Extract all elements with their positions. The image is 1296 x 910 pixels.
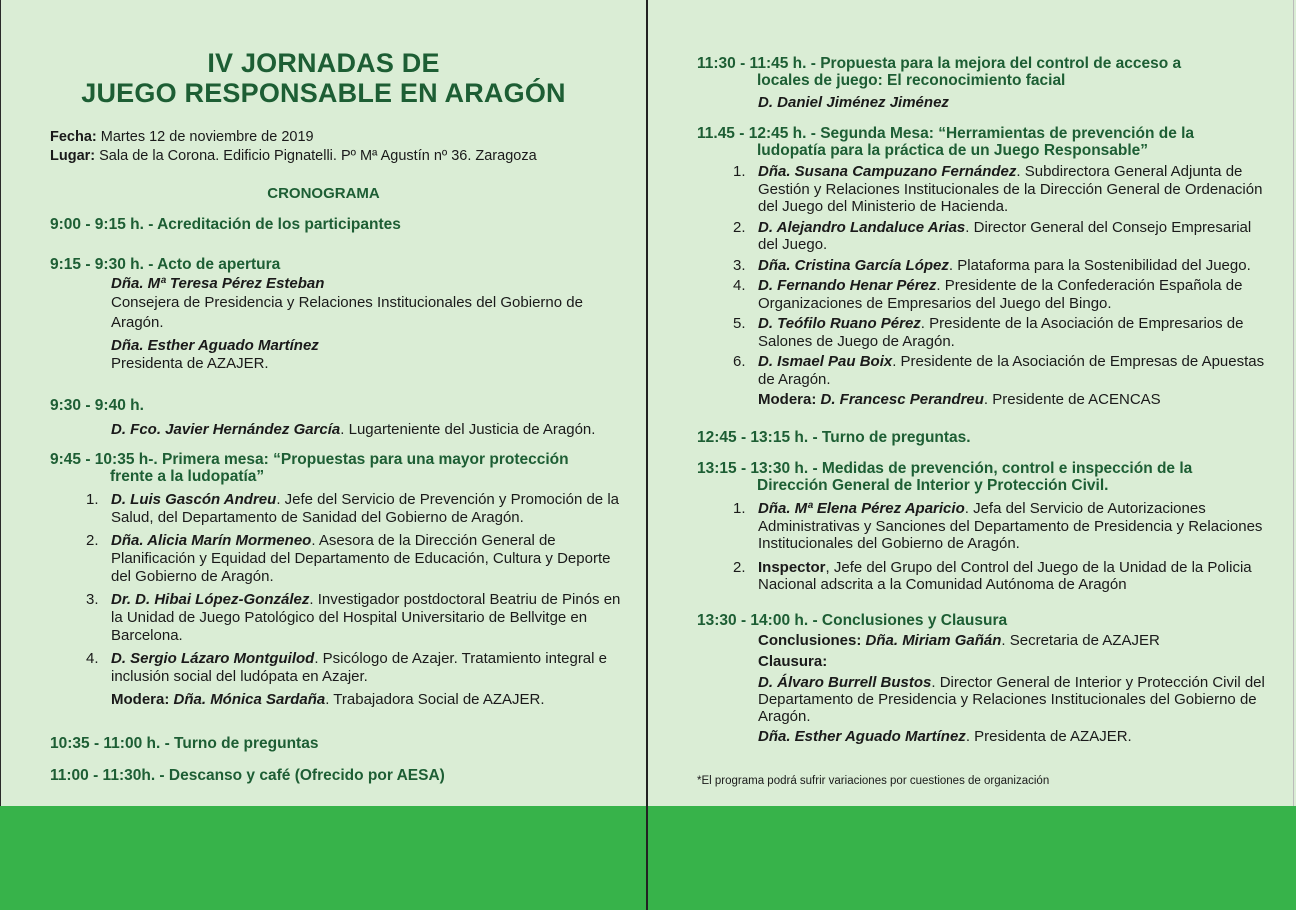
speaker-name: Dña. Susana Campuzano Fernández [758,163,1017,180]
speaker-role: . Director General del Consejo Empresarial del Juego. [758,218,1252,253]
slot-heading-line-1: 13:15 - 13:30 h. - Medidas de prevención, control e inspección de la [697,460,1193,477]
schedule-slot [697,429,1267,446]
panel-list [697,500,1267,594]
fecha-label: Fecha: [50,129,97,145]
slot-heading-line-2: frente a la ludopatía” [110,468,265,485]
slot-heading-line-2: Dirección General de Interior y Protección Civil. [757,477,1109,494]
moderator-name: Dña. Mónica Sardaña [173,691,326,708]
speaker-name: Dña. Mª Elena Pérez Aparicio [758,500,965,517]
speaker-name: D. Alejandro Landaluce Arias [758,218,966,236]
speaker-role: . Lugarteniente del Justicia de Aragón. [340,421,596,438]
slot-heading-line-2: ludopatía para la práctica de un Juego Responsable” [757,142,1149,159]
slot-heading-line-1: 11.45 - 12:45 h. - Segunda Mesa: “Herramientas de prevención de la [697,125,1195,142]
panel-item [697,353,1267,388]
speaker-name: D. Sergio Lázaro Montguilod [111,650,315,667]
slot-heading [697,460,1267,494]
speaker-role: Consejera de Presidencia y Relaciones Institucionales del Gobierno de Aragón. [111,294,583,331]
slot-heading: 10:35 - 11:00 h. - Turno de preguntas [50,735,319,752]
schedule-slot-clausura [697,612,1267,746]
panel-list [50,491,630,709]
page-title [0,48,647,108]
panel-item [697,219,1267,254]
speaker-role: . Jefa del Servicio de Autorizaciones Administrativas y Sanciones del Departamento de Presidencia y Relaciones Institucionales del Gobierno de Aragón. [758,500,1263,552]
speaker-role: . Asesora de la Dirección General de Planificación y Equidad del Departamento de Educación, Cultura y Deporte del Gobierno de Aragón. [111,532,611,585]
speaker-role: . Psicólogo de Azajer. Tratamiento integral e inclusión social del ludópata en Azajer. [111,650,607,685]
slot-heading-line-1: 11:30 - 11:45 h. - Propuesta para la mejora del control de acceso a [697,55,1182,72]
speaker-name: D. Luis Gascón Andreu [111,491,277,508]
slot-heading: 9:30 - 9:40 h. [50,397,144,414]
speaker-name: Dr. D. Hibai López-González [111,591,310,608]
lugar-value: Sala de la Corona. Edificio Pignatelli. Pº Mª Agustín nº 36. Zaragoza [95,148,537,164]
lugar-row [50,147,537,166]
cronograma-heading: CRONOGRAMA [267,185,380,202]
schedule-slot [697,460,1267,594]
speaker-role: . Secretaria de AZAJER [1001,632,1160,649]
speaker-name: Dña. Mª Teresa Pérez Esteban [111,275,325,292]
speaker-role: , Jefe del Grupo del Control del Juego de la Unidad de la Policia Nacional adscrita a la Comunidad Autónoma de Aragón [758,558,1252,593]
lugar-label: Lugar: [50,148,96,164]
speaker-name: D. Álvaro Burrell Bustos [758,674,932,691]
event-meta [50,128,537,166]
speaker-name: D. Teófilo Ruano Pérez [758,315,921,332]
schedule-slot [697,55,1267,112]
speaker-name: Dña. Esther Aguado Martínez [111,337,319,354]
moderator-role: . Trabajadora Social de AZAJER. [325,691,545,708]
schedule-slot [50,216,630,233]
clausura-label [697,653,1267,671]
speaker-name: Dña. Alicia Marín Mormeneo [111,532,312,549]
panel-item [697,277,1267,312]
panel-item [697,315,1267,350]
speaker-line [697,728,1267,746]
panel-item [697,559,1267,594]
conclusiones-line [697,632,1267,650]
slot-heading: 12:45 - 13:15 h. - Turno de preguntas. [697,429,971,446]
item-number: 2. [733,558,746,576]
speaker-line [697,674,1267,725]
panel-item [50,491,630,527]
panel-item [50,532,630,586]
speaker-role: . Presidente de la Asociación de Empresas de Apuestas de Aragón. [758,353,1265,388]
slot-heading: 11:00 - 11:30h. - Descanso y café (Ofrecido por AESA) [50,767,445,784]
schedule-slot-segunda-mesa [697,125,1267,409]
panel-item [50,650,630,686]
moderator-label: Modera: [111,691,174,708]
item-number: 1. [733,163,746,180]
speaker-name: Dña. Cristina García López [758,256,949,274]
panel-list [697,163,1267,409]
speaker-role: . Presidente de la Confederación Española de Organizaciones de Empresarios del Juego del Bingo. [758,277,1243,312]
item-number: 4. [733,277,746,294]
item-number: 3. [733,256,746,274]
schedule-slot [50,256,630,373]
speaker-name: D. Ismael Pau Boix [758,353,893,370]
slot-heading: 9:00 - 9:15 h. - Acreditación de los participantes [50,216,401,233]
slot-heading: 13:30 - 14:00 h. - Conclusiones y Clausura [697,612,1008,629]
page-fold-divider [646,0,648,910]
moderator-line [50,691,630,709]
panel-item [697,500,1267,553]
moderator-name: D. Francesc Perandreu [820,391,984,408]
fecha-value: Martes 12 de noviembre de 2019 [96,129,314,145]
speaker-role: . Presidenta de AZAJER. [965,728,1132,745]
item-number: 1. [733,500,746,517]
speaker-name: Inspector [758,558,826,576]
slot-heading-line-2: locales de juego: El reconocimiento facial [757,72,1066,89]
item-number: 4. [86,650,99,667]
speaker-role: . Jefe del Servicio de Prevención y Promoción de la Salud, del Departamento de Sanidad del Gobierno de Aragón. [111,491,619,526]
panel-item [697,163,1267,216]
fecha-row [50,128,537,147]
panel-item [50,591,630,645]
item-number: 5. [733,315,746,332]
speaker-name: D. Fernando Henar Pérez [758,277,937,294]
speaker-name: D. Daniel Jiménez Jiménez [758,94,949,111]
speaker-name: D. Fco. Javier Hernández García [111,421,341,438]
item-number: 3. [86,591,99,608]
clausura-label-text: Clausura: [758,653,828,670]
speaker-role: . Presidente de la Asociación de Empresarios de Salones de Juego de Aragón. [758,315,1244,350]
moderator-role: . Presidente de ACENCAS [983,391,1161,408]
slot-heading: 9:15 - 9:30 h. - Acto de apertura [50,256,281,273]
conclusiones-label: Conclusiones: [758,632,866,649]
green-footer-band [0,806,1296,910]
schedule-slot [50,767,630,784]
title-line-1: IV JORNADAS DE [207,48,440,78]
slot-heading-line-1: 9:45 - 10:35 h-. Primera mesa: “Propuestas para una mayor protección [50,451,569,468]
moderator-label: Modera: [758,391,821,408]
item-number: 1. [86,491,99,508]
slot-heading [697,125,1267,159]
speaker-role: . Plataforma para la Sostenibilidad del Juego. [948,256,1251,274]
slot-heading [697,55,1267,89]
item-number: 2. [733,218,746,236]
moderator-line [697,391,1267,409]
schedule-slot-primera-mesa [50,451,630,709]
schedule-slot [50,735,630,752]
speaker-role: Presidenta de AZAJER. [111,355,269,372]
panel-item [697,257,1267,275]
item-number: 2. [86,532,99,549]
schedule-slot [50,397,630,439]
speaker-name: Dña. Miriam Gañán [865,632,1002,649]
speaker-role: . Investigador postdoctoral Beatriu de Pinós en la Unidad de Juego Patológico del Hospital Universitario de Bellvitge en Barcelona. [111,591,621,644]
title-line-2: JUEGO RESPONSABLE EN ARAGÓN [81,78,566,108]
speaker-name: Dña. Esther Aguado Martínez [758,728,966,745]
speaker-role: . Subdirectora General Adjunta de Gestión y Relaciones Institucionales de la Dirección General de Ordenación del Juego del Ministerio de Hacienda. [758,163,1263,215]
speaker-line [50,421,630,439]
speaker-role: . Director General de Interior y Protección Civil del Departamento de Presidencia y Relaciones Institucionales del Gobierno de Aragón. [758,674,1265,725]
item-number: 6. [733,353,746,370]
disclaimer-note: *El programa podrá sufrir variaciones por cuestiones de organización [697,775,1050,787]
slot-heading [50,451,630,485]
